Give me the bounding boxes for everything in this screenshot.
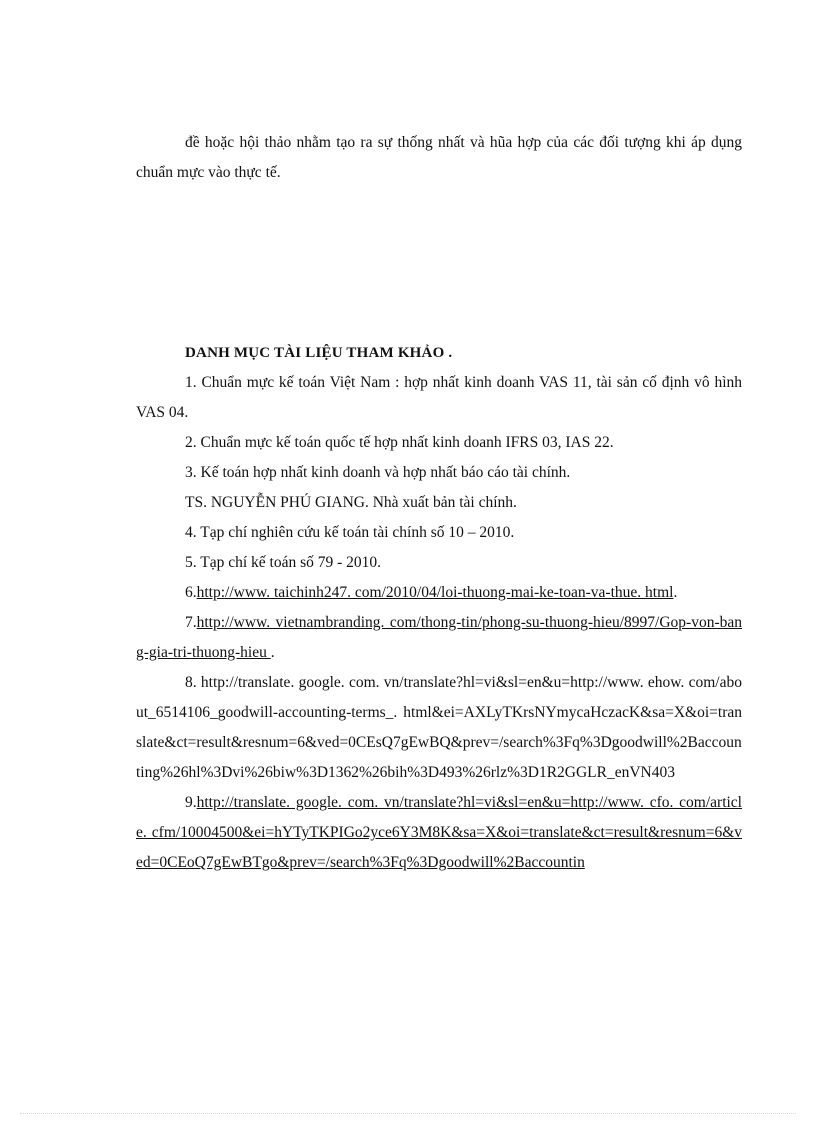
reference-item-1: 1. Chuẩn mực kế toán Việt Nam : hợp nhất kinh doanh VAS 11, tài sản cố định vô hình VAS 04. xyxy=(136,374,742,421)
reference-item-5: 5. Tạp chí kế toán số 79 - 2010. xyxy=(185,554,382,571)
reference-url-ehow: http://translate. google. com. vn/translate?hl=vi&sl=en&u=http://www. ehow. com/about_6514106_goodwill-accounting-terms_. html&ei=AXLyTKrsNYmycaHczacK&sa=X&oi=translate&ct=result&resnum=6&ved=0CEsQ7gEwBQ&prev=/search%3Fq%3Dgoodwill%2Baccounting%26hl%3Dvi%26biw%3D1362%26bih%3D493%26rlz%3D1R2GGLR_enVN403 xyxy=(136,674,742,781)
reference-number: 6. xyxy=(185,584,197,601)
intro-section xyxy=(136,128,742,188)
reference-link-taichinh247[interactable]: http://www. taichinh247. com/2010/04/loi-thuong-mai-ke-toan-va-thue. html xyxy=(196,584,674,601)
reference-link-vietnambranding[interactable]: http://www. vietnambranding. com/thong-tin/phong-su-thuong-hieu/8997/Gop-von-bang-gia-tri-thuong-hieu xyxy=(136,614,742,661)
reference-item-2: 2. Chuẩn mực kế toán quốc tế hợp nhất kinh doanh IFRS 03, IAS 22. xyxy=(185,434,614,451)
intro-paragraph: đề hoặc hội thảo nhằm tạo ra sự thống nhất và hũa hợp của các đối tượng khi áp dụng chuẩn mực vào thực tế. xyxy=(136,134,742,181)
references-heading: DANH MỤC TÀI LIỆU THAM KHẢO . xyxy=(185,345,453,361)
reference-item-3-author: TS. NGUYỄN PHÚ GIANG. Nhà xuất bản tài chính. xyxy=(185,494,517,511)
reference-item-3: 3. Kế toán hợp nhất kinh doanh và hợp nhất báo cáo tài chính. xyxy=(185,464,571,481)
reference-item-7 xyxy=(136,608,742,668)
reference-number: 9. xyxy=(185,794,197,811)
reference-item-4: 4. Tạp chí nghiên cứu kế toán tài chính số 10 – 2010. xyxy=(185,524,515,541)
references-section xyxy=(136,338,742,878)
reference-number: 8. xyxy=(185,674,197,691)
page-bottom-divider xyxy=(20,1113,796,1114)
reference-suffix: . xyxy=(673,584,678,601)
reference-item-6 xyxy=(136,578,742,608)
reference-number: 7. xyxy=(185,614,197,631)
reference-suffix: . xyxy=(270,644,275,661)
reference-item-9 xyxy=(136,788,742,878)
reference-link-cfo[interactable]: http://translate. google. com. vn/translate?hl=vi&sl=en&u=http://www. cfo. com/article. cfm/10004500&ei=hYTyTKPIGo2yce6Y3M8K&sa=X&oi=translate&ct=result&resnum=6&ved=0CEoQ7gEwBTgo&prev=/search%3Fq%3Dgoodwill%2Baccountin xyxy=(136,794,742,871)
reference-item-8 xyxy=(136,668,742,788)
